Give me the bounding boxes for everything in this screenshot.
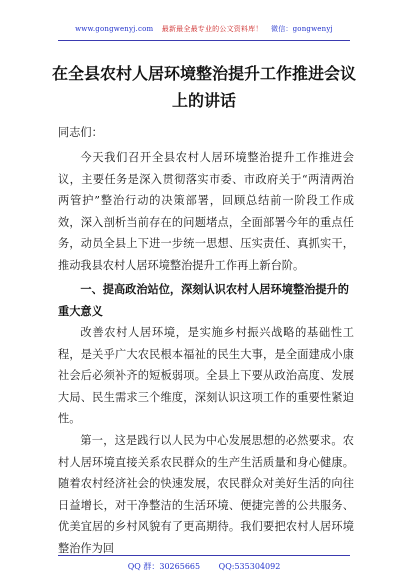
section-heading-1: 一、提高政治站位，深刻认识农村人居环境整治提升的重大意义 bbox=[58, 283, 349, 318]
salutation: 同志们： bbox=[58, 126, 103, 139]
paragraph-3 bbox=[58, 430, 354, 560]
paragraph-text: 改善农村人居环境，是实施乡村振兴战略的基础性工程，是关乎广大农民根本福祉的民生大事，是全面建成小康社会后必须补齐的短板弱项。全县上下要从政治高度、发展大局、民生需求三个维度，深刻认识这项工作的重要性紧迫性。 bbox=[58, 326, 354, 426]
page-footer bbox=[0, 561, 408, 572]
paragraph-2 bbox=[58, 322, 354, 430]
paragraph-text: 今天我们召开全县农村人居环境整治提升工作推进会议，主要任务是深入贯彻落实市委、市政府关于“两清两治两管护”整治行动的决策部署，回顾总结前一阶段工作成效，深入剖析当前存在的问题堵点，全面部署今年的重点任务，动员全县上下进一步统一思想、压实责任、真抓实干，推动我县农村人居环境整治提升工作再上新台阶。 bbox=[58, 151, 354, 272]
paragraph-1 bbox=[58, 147, 354, 277]
paragraph-text: 第一，这是践行以人民为中心发展思想的必然要求。农村人居环境直接关系农民群众的生产生活质量和身心健康。随着农村经济社会的快速发展，农民群众对美好生活的向往日益增长，对干净整洁的生活环境、便捷完善的公共服务、优美宜居的乡村风貌有了更高期待。我们要把农村人居环境整治作为回 bbox=[58, 434, 354, 555]
footer-qq: QQ:535304092 bbox=[218, 562, 281, 571]
header-slogan: 最新最全最专业的公文资料库！ bbox=[161, 25, 263, 33]
footer-divider bbox=[58, 555, 350, 556]
footer-qq-group: QQ 群：30265665 bbox=[127, 562, 201, 571]
header-site-link[interactable]: www.gongwenyj.com bbox=[75, 25, 154, 33]
header-divider bbox=[58, 40, 350, 41]
header-wechat: 微信：gongwenyj bbox=[271, 25, 333, 33]
page-header bbox=[0, 24, 408, 34]
document-title: 在全县农村人居环境整治提升工作推进会议上的讲话 bbox=[51, 64, 356, 110]
